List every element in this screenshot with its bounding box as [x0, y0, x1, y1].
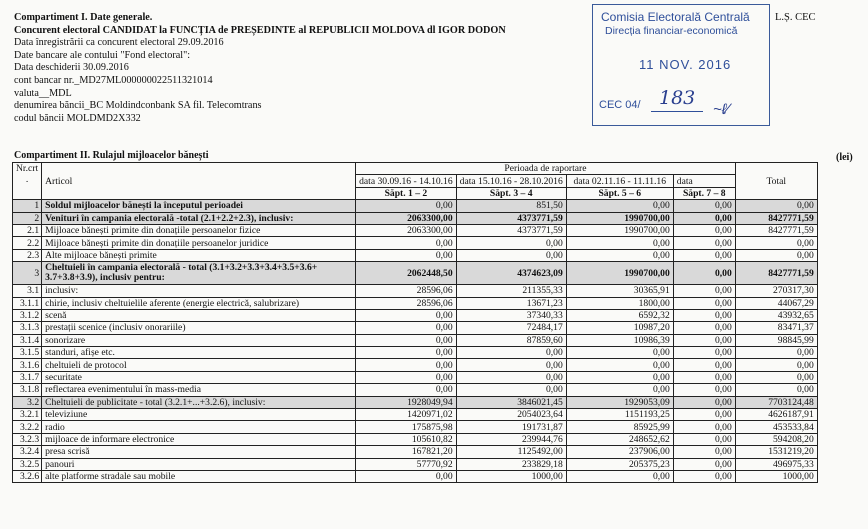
- row-value: 0,00: [673, 371, 735, 383]
- row-article: Soldul mijloacelor bănești la începutul perioadei: [42, 200, 356, 212]
- row-value: 0,00: [356, 200, 457, 212]
- bank-account: cont bancar nr._MD27ML000000022511321014: [14, 74, 213, 86]
- bank-data-label: Date bancare ale contului "Fond electoral":: [14, 49, 191, 61]
- row-value: 1531219,20: [735, 446, 817, 458]
- row-value: 0,00: [673, 433, 735, 445]
- table-row: [13, 359, 818, 371]
- row-number: 3: [13, 262, 42, 285]
- table-row: [13, 262, 818, 285]
- row-article: Mijloace bănești primite din donațiile persoanelor fizice: [42, 224, 356, 236]
- row-value: 0,00: [566, 359, 673, 371]
- row-value: 0,00: [566, 384, 673, 396]
- row-value: 0,00: [735, 249, 817, 261]
- stamp-number: 183: [659, 87, 696, 109]
- row-article: reflectarea evenimentului în mass-media: [42, 384, 356, 396]
- row-value: 72484,17: [456, 322, 566, 334]
- row-number: 3.1: [13, 285, 42, 297]
- period-header: Perioada de raportare: [356, 163, 736, 175]
- range-header: data: [673, 175, 735, 187]
- row-value: 0,00: [456, 347, 566, 359]
- row-value: 0,00: [456, 359, 566, 371]
- currency-unit: (lei): [836, 152, 853, 163]
- row-value: 0,00: [673, 384, 735, 396]
- row-value: 0,00: [566, 470, 673, 482]
- section1-title: Compartiment I. Date generale.: [14, 12, 153, 23]
- row-value: 0,00: [356, 371, 457, 383]
- opening-date: Data deschiderii 30.09.2016: [14, 62, 129, 74]
- row-article: securitate: [42, 371, 356, 383]
- row-value: 1800,00: [566, 297, 673, 309]
- row-value: 4373771,59: [456, 212, 566, 224]
- row-value: 0,00: [673, 396, 735, 408]
- row-value: 233829,18: [456, 458, 566, 470]
- row-number: 3.2.4: [13, 446, 42, 458]
- table-row: [13, 433, 818, 445]
- row-value: 191731,87: [456, 421, 566, 433]
- row-article: sonorizare: [42, 334, 356, 346]
- table-row: [13, 409, 818, 421]
- row-value: 83471,37: [735, 322, 817, 334]
- row-value: 0,00: [673, 224, 735, 236]
- row-value: 0,00: [673, 458, 735, 470]
- stamp-line2: Direcția financiar-economică: [605, 25, 738, 37]
- row-value: 0,00: [566, 371, 673, 383]
- row-article: Cheltuieli de publicitate - total (3.2.1+...+3.2.6), inclusiv:: [42, 396, 356, 408]
- row-value: 453533,84: [735, 421, 817, 433]
- range-header: data 02.11.16 - 11.11.16: [566, 175, 673, 187]
- row-article: inclusiv:: [42, 285, 356, 297]
- row-value: 28596,06: [356, 297, 457, 309]
- row-value: 87859,60: [456, 334, 566, 346]
- row-number: 3.2.1: [13, 409, 42, 421]
- row-number: 3.1.7: [13, 371, 42, 383]
- row-number: 3.2.5: [13, 458, 42, 470]
- row-value: 0,00: [566, 249, 673, 261]
- row-article: presa scrisă: [42, 446, 356, 458]
- row-article: Cheltuieli în campania electorală - total (3.1+3.2+3.3+3.4+3.5+3.6+ 3.7+3.8+3.9), inclusiv pentru:: [42, 262, 356, 285]
- row-value: 0,00: [673, 334, 735, 346]
- row-value: 237906,00: [566, 446, 673, 458]
- row-value: 10987,20: [566, 322, 673, 334]
- row-number: 3.2.2: [13, 421, 42, 433]
- row-value: 2062448,50: [356, 262, 457, 285]
- row-value: 0,00: [673, 262, 735, 285]
- row-value: 0,00: [673, 446, 735, 458]
- row-value: 2063300,00: [356, 224, 457, 236]
- row-value: 248652,62: [566, 433, 673, 445]
- row-value: 0,00: [356, 384, 457, 396]
- table-row: [13, 384, 818, 396]
- week-header: Săpt. 7 – 8: [673, 187, 735, 199]
- range-header: data 15.10.16 - 28.10.2016: [456, 175, 566, 187]
- row-value: 1125492,00: [456, 446, 566, 458]
- row-value: 1990700,00: [566, 224, 673, 236]
- row-value: 594208,20: [735, 433, 817, 445]
- row-value: 3846021,45: [456, 396, 566, 408]
- row-value: 1000,00: [456, 470, 566, 482]
- row-value: 8427771,59: [735, 262, 817, 285]
- row-value: 30365,91: [566, 285, 673, 297]
- table-row: [13, 458, 818, 470]
- row-value: 43932,65: [735, 309, 817, 321]
- row-value: 0,00: [456, 384, 566, 396]
- ls-cec-label: L.Ș. CEC: [775, 12, 816, 23]
- row-value: 270317,30: [735, 285, 817, 297]
- row-value: 0,00: [735, 237, 817, 249]
- row-article: chirie, inclusiv cheltuielile aferente (energie electrică, salubrizare): [42, 297, 356, 309]
- table-body: [13, 200, 818, 483]
- week-header: Săpt. 3 – 4: [456, 187, 566, 199]
- row-article: standuri, afișe etc.: [42, 347, 356, 359]
- table-row: [13, 396, 818, 408]
- row-value: 0,00: [673, 409, 735, 421]
- row-value: 4626187,91: [735, 409, 817, 421]
- row-value: 0,00: [356, 359, 457, 371]
- row-value: 98845,99: [735, 334, 817, 346]
- row-number: 2.1: [13, 224, 42, 236]
- row-value: 0,00: [356, 309, 457, 321]
- row-value: 167821,20: [356, 446, 457, 458]
- stamp-cec-label: CEC 04/: [599, 99, 641, 111]
- row-value: 0,00: [673, 347, 735, 359]
- row-value: 1000,00: [735, 470, 817, 482]
- table-row: [13, 224, 818, 236]
- row-value: 8427771,59: [735, 224, 817, 236]
- row-value: 44067,29: [735, 297, 817, 309]
- row-value: 0,00: [566, 347, 673, 359]
- row-value: 1990700,00: [566, 262, 673, 285]
- table-row: [13, 309, 818, 321]
- table-row: [13, 470, 818, 482]
- row-number: 3.1.8: [13, 384, 42, 396]
- row-value: 1928049,94: [356, 396, 457, 408]
- row-article: radio: [42, 421, 356, 433]
- table-row: [13, 297, 818, 309]
- row-value: 2054023,64: [456, 409, 566, 421]
- row-value: 175875,98: [356, 421, 457, 433]
- row-value: 85925,99: [566, 421, 673, 433]
- row-article: cheltuieli de protocol: [42, 359, 356, 371]
- bank-code: codul băncii MOLDMD2X332: [14, 112, 141, 124]
- row-article: scenă: [42, 309, 356, 321]
- row-value: 1929053,09: [566, 396, 673, 408]
- row-number: 3.1.1: [13, 297, 42, 309]
- table-row: [13, 285, 818, 297]
- row-value: 37340,33: [456, 309, 566, 321]
- row-value: 6592,32: [566, 309, 673, 321]
- row-value: 0,00: [735, 371, 817, 383]
- row-value: 0,00: [673, 285, 735, 297]
- row-value: 10986,39: [566, 334, 673, 346]
- registration-date: Data înregistrării ca concurent electoral 29.09.2016: [14, 37, 224, 49]
- row-value: 0,00: [673, 249, 735, 261]
- row-value: 0,00: [456, 249, 566, 261]
- table-row: [13, 249, 818, 261]
- row-value: 0,00: [735, 200, 817, 212]
- row-article: prestații scenice (inclusiv onorariile): [42, 322, 356, 334]
- row-number: 2: [13, 212, 42, 224]
- row-value: 105610,82: [356, 433, 457, 445]
- row-number: 2.3: [13, 249, 42, 261]
- range-header: data 30.09.16 - 14.10.16: [356, 175, 457, 187]
- row-value: 496975,33: [735, 458, 817, 470]
- row-value: 0,00: [566, 237, 673, 249]
- row-article: Alte mijloace bănești primite: [42, 249, 356, 261]
- week-header: Săpt. 1 – 2: [356, 187, 457, 199]
- row-value: 0,00: [456, 237, 566, 249]
- table-row: [13, 371, 818, 383]
- row-value: 0,00: [356, 470, 457, 482]
- row-value: 8427771,59: [735, 212, 817, 224]
- table-row: [13, 446, 818, 458]
- row-value: 57770,92: [356, 458, 457, 470]
- row-value: 0,00: [673, 421, 735, 433]
- row-value: 0,00: [673, 237, 735, 249]
- row-value: 0,00: [735, 384, 817, 396]
- row-value: 4374623,09: [456, 262, 566, 285]
- row-article: Mijloace bănești primite din donațiile persoanelor juridice: [42, 237, 356, 249]
- row-article: mijloace de informare electronice: [42, 433, 356, 445]
- row-article: panouri: [42, 458, 356, 470]
- row-number: 3.1.3: [13, 322, 42, 334]
- table-row: [13, 347, 818, 359]
- row-number: 3.2: [13, 396, 42, 408]
- row-value: 7703124,48: [735, 396, 817, 408]
- table-row: [13, 200, 818, 212]
- bank-name: denumirea băncii_BC Moldindconbank SA fil. Telecomtrans: [14, 100, 262, 112]
- row-value: 0,00: [673, 212, 735, 224]
- row-number: 3.1.6: [13, 359, 42, 371]
- general-data-section: [14, 12, 506, 125]
- week-header: Săpt. 5 – 6: [566, 187, 673, 199]
- row-value: 1151193,25: [566, 409, 673, 421]
- currency: valuta__MDL: [14, 87, 72, 99]
- table-row: [13, 334, 818, 346]
- row-value: 4373771,59: [456, 224, 566, 236]
- row-value: 0,00: [673, 309, 735, 321]
- row-number: 2.2: [13, 237, 42, 249]
- row-value: 0,00: [673, 359, 735, 371]
- table-row: [13, 212, 818, 224]
- row-value: 851,50: [456, 200, 566, 212]
- row-value: 211355,33: [456, 285, 566, 297]
- signature-mark: ~ℓ∕: [713, 101, 730, 118]
- candidate-line: Concurent electoral CANDIDAT la FUNCȚIA de PREȘEDINTE al REPUBLICII MOLDOVA dl IGOR DODON: [14, 24, 506, 36]
- row-value: 205375,23: [566, 458, 673, 470]
- col-articol-header: Articol: [42, 163, 356, 200]
- row-article: Venituri în campania electorală -total (2.1+2.2+2.3), inclusiv:: [42, 212, 356, 224]
- row-number: 3.1.4: [13, 334, 42, 346]
- stamp-line1: Comisia Electorală Centrală: [601, 10, 750, 24]
- row-number: 3.1.2: [13, 309, 42, 321]
- row-article: televiziune: [42, 409, 356, 421]
- row-value: 0,00: [673, 297, 735, 309]
- table-row: [13, 421, 818, 433]
- row-number: 3.1.5: [13, 347, 42, 359]
- col-total-header: Total: [735, 163, 817, 200]
- row-value: 0,00: [456, 371, 566, 383]
- cec-registration-stamp: [592, 4, 770, 126]
- section2-title: Compartiment II. Rulajul mijloacelor bănești: [14, 150, 209, 161]
- row-value: 0,00: [673, 200, 735, 212]
- row-value: 0,00: [356, 347, 457, 359]
- row-value: 2063300,00: [356, 212, 457, 224]
- row-value: 0,00: [566, 200, 673, 212]
- row-value: 0,00: [673, 322, 735, 334]
- row-value: 1990700,00: [566, 212, 673, 224]
- row-value: 13671,23: [456, 297, 566, 309]
- stamp-date: 11 NOV. 2016: [639, 57, 732, 72]
- row-number: 3.2.6: [13, 470, 42, 482]
- row-value: 239944,76: [456, 433, 566, 445]
- row-value: 0,00: [735, 359, 817, 371]
- stamp-underline: [651, 111, 703, 112]
- cash-flow-table: [12, 162, 818, 483]
- table-row: [13, 322, 818, 334]
- row-value: 0,00: [356, 237, 457, 249]
- row-value: 28596,06: [356, 285, 457, 297]
- table-row: [13, 237, 818, 249]
- row-value: 0,00: [356, 249, 457, 261]
- row-article: alte platforme stradale sau mobile: [42, 470, 356, 482]
- row-value: 0,00: [673, 470, 735, 482]
- row-number: 1: [13, 200, 42, 212]
- row-value: 0,00: [735, 347, 817, 359]
- row-value: 0,00: [356, 322, 457, 334]
- row-value: 0,00: [356, 334, 457, 346]
- row-number: 3.2.3: [13, 433, 42, 445]
- col-nr-header: Nr.crt .: [13, 163, 42, 200]
- row-value: 1420971,02: [356, 409, 457, 421]
